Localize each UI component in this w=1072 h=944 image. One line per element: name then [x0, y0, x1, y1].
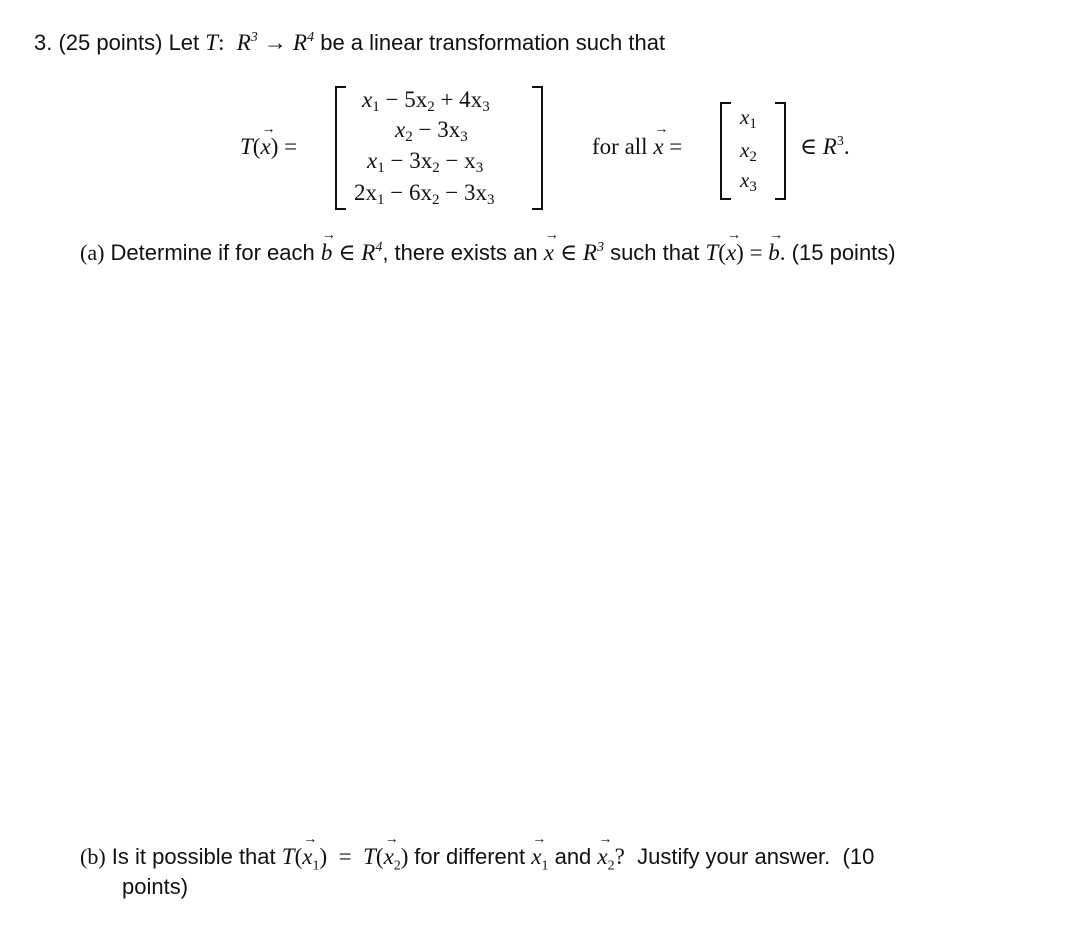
vector-entry-3: $x_3$: [740, 168, 757, 195]
part-a: (a) Determine if for each → b ∈ $R^4$, there exists an → x ∈ $R^3$ such that T(→ x) = → b. (15 points): [80, 240, 896, 266]
part-a-text-1: Determine if for each: [110, 240, 315, 265]
vector-entry-1: $x_1$: [740, 105, 757, 132]
vector-left-bracket: [720, 102, 731, 200]
part-b-equation: $T(\to x_1) = T(\to x_2)$: [282, 844, 414, 869]
intro-text: Let: [168, 30, 200, 55]
matrix-left-bracket: [335, 86, 346, 210]
part-a-text-3: such that: [610, 240, 700, 265]
matrix-right-bracket: [532, 86, 543, 210]
vector-entry-2: $x_2$: [740, 138, 757, 165]
matrix-row-3: $x_1 - 3x_2 - x_3$: [367, 148, 484, 176]
part-b-and: and: [554, 844, 592, 869]
problem-header: [34, 30, 665, 56]
b-vector-symbol: → b: [321, 240, 333, 266]
part-a-points: (15 points): [791, 240, 896, 265]
part-a-text-2: , there exists an: [382, 240, 538, 265]
membership-r3: ∈ $R^3$.: [800, 134, 850, 159]
map-colon: :: [218, 30, 225, 55]
matrix-row-4: $2x_1 - 6x_2 - 3x_3$: [354, 180, 495, 208]
domain-space: $R^3$: [236, 30, 258, 55]
part-b: (b) Is it possible that $T(\to x_1) = T(\to x_2)$ for different → $x_1$ and → $x_2$? Justify your answer. (10: [80, 844, 874, 875]
definition-lhs: T(→ x) =: [240, 134, 297, 160]
intro-tail: be a linear transformation such that: [320, 30, 666, 55]
part-b-text-2: for different: [414, 844, 526, 869]
forall-clause: for all → x =: [592, 134, 682, 160]
x-vector-symbol: → x: [544, 240, 554, 266]
part-b-points-close: points): [122, 874, 189, 899]
map-symbol: T: [205, 30, 219, 55]
part-a-label: (a): [80, 240, 105, 265]
part-b-text-3: Justify your answer.: [637, 844, 831, 869]
codomain-space: $R^4$: [293, 30, 315, 55]
matrix-row-1: $x_1 - 5x_2 + 4x_3$: [362, 87, 490, 115]
part-b-text-1: Is it possible that: [111, 844, 276, 869]
part-b-label: (b): [80, 844, 106, 869]
arrow-symbol: →: [263, 30, 287, 55]
problem-points: (25 points): [58, 30, 163, 55]
part-b-points-open: (10: [842, 844, 875, 869]
part-a-equation: T(→ x) = → b.: [705, 240, 785, 265]
matrix-row-2: $x_2 - 3x_3$: [395, 117, 468, 145]
vector-right-bracket: [775, 102, 786, 200]
problem-number: 3.: [34, 30, 53, 55]
